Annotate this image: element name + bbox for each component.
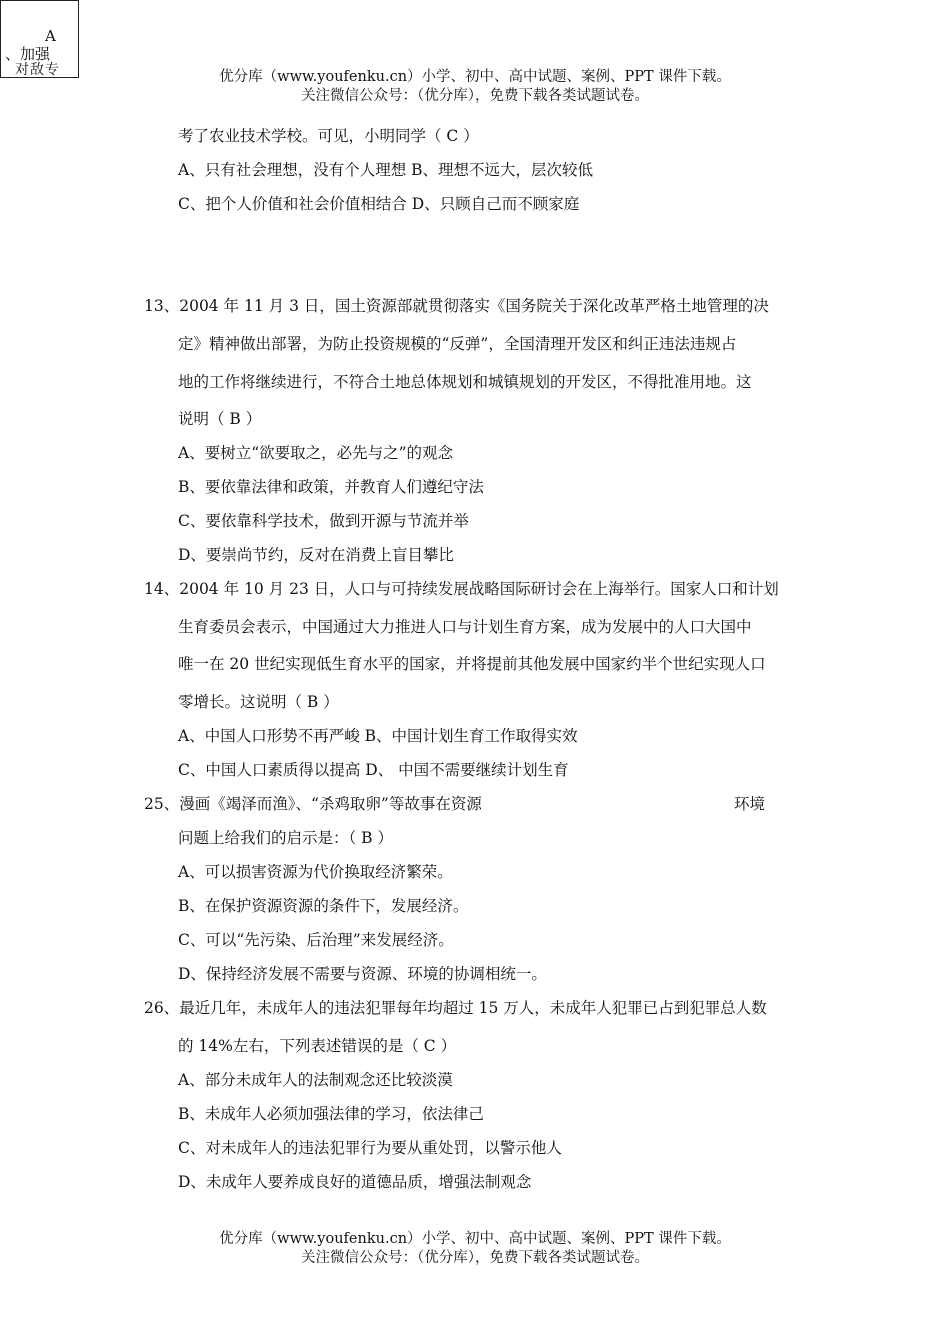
q14-stem-line-1: 14、2004 年 10 月 23 日，人口与可持续发展战略国际研讨会在上海举行。国家人口和计划 bbox=[144, 580, 779, 598]
q12-options-cd: C、把个人价值和社会价值相结合 D、只顾自己而不顾家庭 bbox=[178, 195, 580, 213]
corner-text-3: 对敌专 bbox=[15, 62, 60, 78]
header-line-2: 关注微信公众号：（优分库），免费下载各类试题试卷。 bbox=[301, 88, 649, 104]
q13-option-d: D、要崇尚节约，反对在消费上盲目攀比 bbox=[178, 546, 454, 564]
corner-text-1: A bbox=[45, 27, 56, 45]
q25-option-c: C、可以“先污染、后治理”来发展经济。 bbox=[178, 931, 454, 949]
q14-options-ab: A、中国人口形势不再严峻 B、中国计划生育工作取得实效 bbox=[178, 727, 578, 745]
q14-stem-line-2: 生育委员会表示，中国通过大力推进人口与计划生育方案，成为发展中的人口大国中 bbox=[178, 618, 752, 636]
q26-option-d: D、未成年人要养成良好的道德品质，增强法制观念 bbox=[178, 1173, 532, 1191]
q13-stem-line-3: 地的工作将继续进行，不符合土地总体规划和城镇规划的开发区，不得批准用地。这 bbox=[178, 373, 752, 391]
q13-option-a: A、要树立“欲要取之，必先与之”的观念 bbox=[178, 444, 454, 462]
header-line-1: 优分库（www.youfenku.cn）小学、初中、高中试题、案例、PPT 课件下载。 bbox=[219, 69, 731, 85]
q26-option-a: A、部分未成年人的法制观念还比较淡漠 bbox=[178, 1071, 453, 1089]
q13-option-b: B、要依靠法律和政策，并教育人们遵纪守法 bbox=[178, 478, 484, 496]
q26-stem-line-1: 26、最近几年，未成年人的违法犯罪每年均超过 15 万人，未成年人犯罪已占到犯罪总人数 bbox=[144, 999, 767, 1017]
footer-line-1: 优分库（www.youfenku.cn）小学、初中、高中试题、案例、PPT 课件下载。 bbox=[219, 1231, 731, 1247]
q13-stem-line-1: 13、2004 年 11 月 3 日，国土资源部就贯彻落实《国务院关于深化改革严格土地管理的决 bbox=[144, 297, 769, 315]
q25-option-b: B、在保护资源资源的条件下，发展经济。 bbox=[178, 897, 469, 915]
q25-stem-line-1: 25、漫画《竭泽而渔》、“杀鸡取卵”等故事在资源 bbox=[144, 795, 482, 813]
page-footer bbox=[0, 1230, 950, 1268]
q26-stem-line-2: 的 14%左右，下列表述错误的是（ C ） bbox=[178, 1037, 457, 1055]
q25-option-a: A、可以损害资源为代价换取经济繁荣。 bbox=[178, 863, 453, 881]
q13-stem-line-4: 说明（ B ） bbox=[178, 410, 262, 428]
corner-text-2: 、加强 bbox=[5, 45, 51, 63]
q14-stem-line-3: 唯一在 20 世纪实现低生育水平的国家，并将提前其他发展中国家约半个世纪实现人口 bbox=[178, 655, 766, 673]
q26-option-b: B、未成年人必须加强法律的学习，依法律己 bbox=[178, 1105, 484, 1123]
q26-option-c: C、对未成年人的违法犯罪行为要从重处罚，以警示他人 bbox=[178, 1139, 562, 1157]
q25-stem-line-2: 问题上给我们的启示是：（ B ） bbox=[178, 829, 393, 847]
q12-options-ab: A、只有社会理想，没有个人理想 B、理想不远大，层次较低 bbox=[178, 161, 594, 179]
q14-options-cd: C、中国人口素质得以提高 D、 中国不需要继续计划生育 bbox=[178, 761, 569, 779]
q25-option-d: D、保持经济发展不需要与资源、环境的协调相统一。 bbox=[178, 965, 547, 983]
q25-stem-line-1-tail: 环境 bbox=[734, 795, 766, 813]
footer-line-2: 关注微信公众号：（优分库），免费下载各类试题试卷。 bbox=[301, 1250, 649, 1266]
q12-continuation: 考了农业技术学校。可见，小明同学（ C ） bbox=[178, 127, 479, 145]
q14-stem-line-4: 零增长。这说明（ B ） bbox=[178, 693, 339, 711]
q13-stem-line-2: 定》精神做出部署，为防止投资规模的“反弹”，全国清理开发区和纠正违法违规占 bbox=[178, 335, 737, 353]
q13-option-c: C、要依靠科学技术，做到开源与节流并举 bbox=[178, 512, 469, 530]
